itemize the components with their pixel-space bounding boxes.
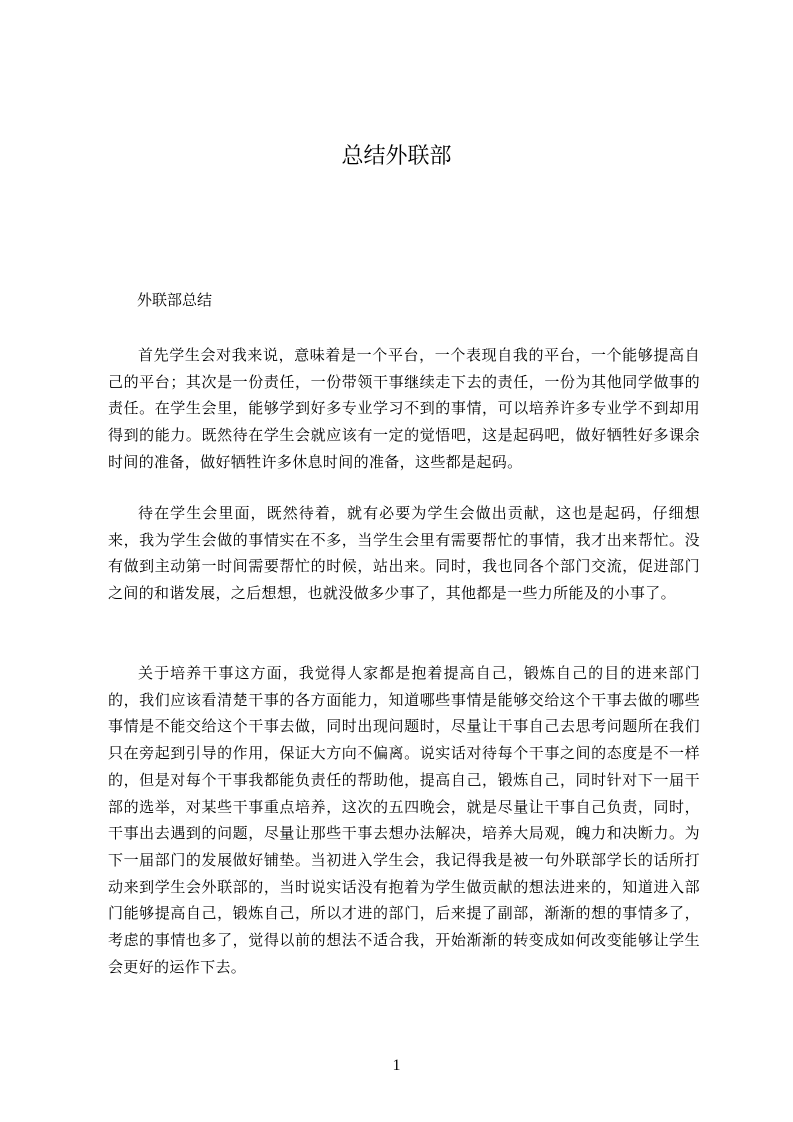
page-number: 1 bbox=[392, 1057, 401, 1074]
page-title: 总结外联部 bbox=[341, 144, 452, 169]
body-paragraph: 首先学生会对我来说，意味着是一个平台，一个表现自我的平台，一个能够提高自己的平台；其次是一份责任，一份带领干事继续走下去的责任，一份为其他同学做事的责任。在学生会里，能够学到好多专业学习不到的事情，可以培养许多专业学不到却用得到的能力。既然待在学生会就应该有一定的觉悟吧，这是起码吧，做好牺牲好多课余时间的准备，做好牺牲许多休息时间的准备，这些都是起码。 bbox=[108, 346, 700, 471]
body-paragraph: 待在学生会里面，既然待着，就有必要为学生会做出贡献，这也是起码，仔细想来，我为学生会做的事情实在不多，当学生会里有需要帮忙的事情，我才出来帮忙。没有做到主动第一时间需要帮忙的时候，站出来。同时，我也同各个部门交流，促进部门之间的和谐发展，之后想想，也就没做多少事了，其他都是一些力所能及的小事了。 bbox=[108, 504, 700, 603]
body-paragraph: 关于培养干事这方面，我觉得人家都是抱着提高自己，锻炼自己的目的进来部门的，我们应该看清楚干事的各方面能力，知道哪些事情是能够交给这个干事去做的哪些事情是不能交给这个干事去做，同时出现问题时，尽量让干事自己去思考问题所在我们只在旁起到引导的作用，保证大方向不偏离。说实话对待每个干事之间的态度是不一样的，但是对每个干事我都能负责任的帮助他，提高自己，锻炼自己，同时针对下一届干部的选举，对某些干事重点培养，这次的五四晚会，就是尽量让干事自己负责，同时，干事出去遇到的问题，尽量让那些干事去想办法解决，培养大局观，魄力和决断力。为下一届部门的发展做好铺垫。当初进入学生会，我记得我是被一句外联部学长的话所打动来到学生会外联部的，当时说实话没有抱着为学生做贡献的想法进来的，知道进入部门能够提高自己，锻炼自己，所以才进的部门，后来提了副部，渐渐的想的事情多了，考虑的事情也多了，觉得以前的想法不适合我，开始渐渐的转变成如何改变能够让学生会更好的运作下去。 bbox=[108, 664, 700, 976]
section-heading: 外联部总结 bbox=[137, 291, 213, 309]
